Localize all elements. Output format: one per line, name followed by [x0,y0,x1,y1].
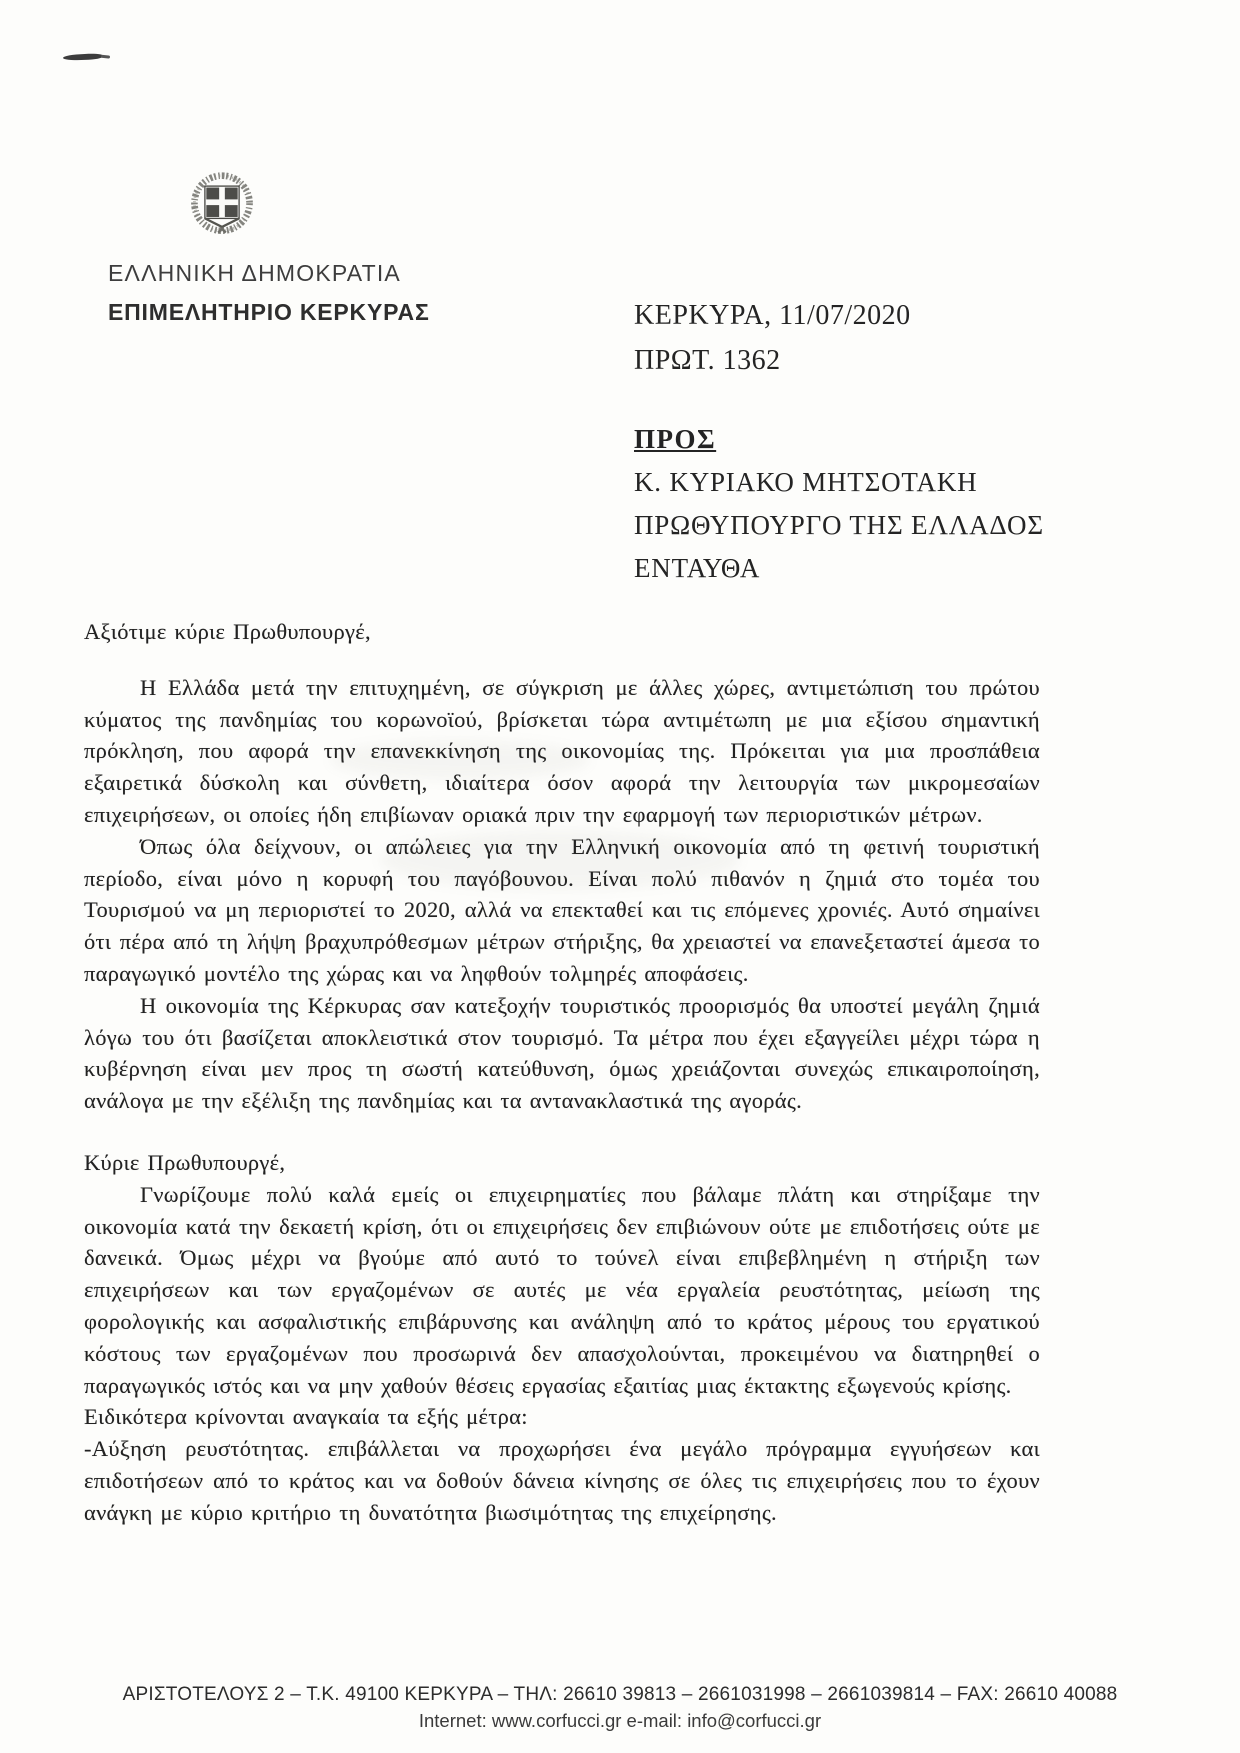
recipient-name-line: Κ. ΚΥΡΙΑΚΟ ΜΗΤΣΟΤΑΚΗ [634,467,978,497]
republic-name: ΕΛΛΗΝΙΚΗ ΔΗΜΟΚΡΑΤΙΑ [108,260,401,286]
measure-item-1: -Αύξηση ρευστότητας. επιβάλλεται να προχωρήσει ένα μεγάλο πρόγραμμα εγγυήσεων και επιδοτήσεων από το κράτος και να δοθούν δάνεια κίνησης σε όλες τις επιχειρήσεις που το έχουν ανάγκη με κύριο κριτήριο τη δυνατότητα βιωσιμότητας της επιχείρησης. [84,1436,1040,1525]
recipient-block [634,424,1044,584]
salutation-line-2: Κύριε Πρωθυπουργέ, [84,1149,286,1175]
body-paragraph-3: Η οικονομία της Κέρκυρας σαν κατεξοχήν τουριστικός προορισμός θα υποστεί μεγάλη ζημιά λόγω του ότι βασίζεται αποκλειστικά στον τουρισμό. Τα μέτρα που έχει εξαγγείλει μέχρι τώρα η κυβέρνηση είναι μεν προς τη σωστή κατεύθυνση, όμως χρειάζονται συνεχώς επικαιροποίηση, ανάλογα με την εξέλιξη της πανδημίας και τα αντανακλαστικά της αγοράς. [84,992,1040,1114]
salutation-line: Αξιότιμε κύριε Πρωθυπουργέ, [84,619,371,644]
protocol-number-line: ΠΡΩΤ. 1362 [634,345,781,376]
letter-body [84,616,1040,1529]
greek-national-emblem-icon [184,162,260,252]
recipient-heading: ΠΡΟΣ [634,424,717,454]
scan-artifact-mark [63,53,103,60]
footer-contact-line: Internet: www.corfucci.gr e-mail: info@corfucci.gr [418,1710,822,1731]
recipient-title-line: ΠΡΩΘΥΠΟΥΡΓΟ ΤΗΣ ΕΛΛΑΔΟΣ [634,510,1044,540]
body-paragraph-4: Γνωρίζουμε πολύ καλά εμείς οι επιχειρηματίες που βάλαμε πλάτη και στηρίξαμε την οικονομία κατά την δεκαετή κρίση, ότι οι επιχειρήσεις δεν επιβιώνουν ούτε με επιδοτήσεις ούτε με δανεικά. Όμως μέχρι να βγούμε από αυτό το τούνελ είναι επιβεβλημένη η στήριξη των επιχειρήσεων και των εργαζομένων σε αυτές με νέα εργαλεία ρευστότητας, μείωση της φορολογικής και ασφαλιστικής επιβάρυνσης και ανάληψη από το κράτος μέρους του εργατικού κόστους των εργαζομένων που προσωρινά δεν απασχολούνται, προκειμένου να διατηρηθεί ο παραγωγικός ιστός και να μην χαθούν θέσεις εργασίας εξαιτίας μιας έκτακτης εξωγενούς κρίσης. [84,1181,1040,1398]
letter-footer [0,1684,1240,1732]
place-date-line: ΚΕΡΚΥΡΑ, 11/07/2020 [634,300,911,331]
measures-intro-line: Ειδικότερα κρίνονται αναγκαία τα εξής μέτρα: [84,1404,528,1430]
footer-address-line: ΑΡΙΣΤΟΤΕΛΟΥΣ 2 – Τ.Κ. 49100 ΚΕΡΚΥΡΑ – ΤΗΛ: 26610 39813 – 2661031998 – 2661039814 – FAX: 26610 40088 [122,1684,1118,1705]
recipient-location-line: ΕΝΤΑΥΘΑ [634,553,761,583]
letterhead [108,162,528,326]
chamber-name: ΕΠΙΜΕΛΗΤΗΡΙΟ ΚΕΡΚΥΡΑΣ [108,299,430,325]
reference-block [634,300,911,377]
body-paragraph-1: Η Ελλάδα μετά την επιτυχημένη, σε σύγκριση με άλλες χώρες, αντιμετώπιση του πρώτου κύματος της πανδημίας του κορωνοϊού, βρίσκεται τώρα αντιμέτωπη με μια εξίσου σημαντική πρόκληση, που αφορά την επανεκκίνηση της οικονομίας της. Πρόκειται για μια προσπάθεια εξαιρετικά δύσκολη και σύνθετη, ιδιαίτερα όσον αφορά την λειτουργία των μικρομεσαίων επιχειρήσεων, οι οποίες ήδη επιβίωναν οριακά πριν την εφαρμογή των περιοριστικών μέτρων. [84,674,1040,827]
body-paragraph-2: Όπως όλα δείχνουν, οι απώλειες για την Ελληνική οικονομία από τη φετινή τουριστική περίοδο, είναι μόνο η κορυφή του παγόβουνου. Είναι πολύ πιθανόν η ζημιά στο τομέα του Τουρισμού να μη περιοριστεί το 2020, αλλά να επεκταθεί και τις επόμενες χρονιές. Αυτό σημαίνει ότι πέρα από τη λήψη βραχυπρόθεσμων μέτρων στήριξης, θα χρειαστεί να επανεξεταστεί άμεσα το παραγωγικό μοντέλο της χώρας και να ληφθούν τολμηρές αποφάσεις. [84,833,1040,986]
